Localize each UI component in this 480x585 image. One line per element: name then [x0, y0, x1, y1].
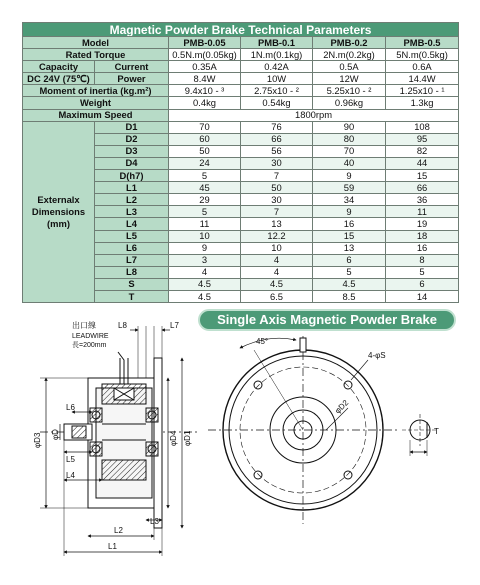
dimension-name: L1: [95, 182, 169, 194]
dimension-value: 4.5: [169, 278, 241, 290]
label-d4: φD4: [169, 430, 178, 446]
label-l6: L6: [66, 403, 75, 412]
inertia-4: 1.25x10 - ¹: [386, 85, 459, 97]
model-label: Model: [23, 37, 169, 49]
dimension-value: 16: [386, 242, 459, 254]
weight-2: 0.54kg: [241, 97, 313, 109]
dimension-value: 6.5: [241, 290, 313, 302]
dimension-value: 80: [313, 133, 386, 145]
dimension-name: L4: [95, 218, 169, 230]
weight-1: 0.4kg: [169, 97, 241, 109]
dimension-value: 5: [169, 170, 241, 182]
dimension-name: L3: [95, 206, 169, 218]
dimension-value: 56: [241, 145, 313, 157]
dimension-value: 7: [241, 206, 313, 218]
inertia-2: 2.75x10 - ²: [241, 85, 313, 97]
dimension-value: 70: [313, 145, 386, 157]
dimension-value: 14: [386, 290, 459, 302]
dimension-name: D1: [95, 121, 169, 133]
label-t: T: [434, 427, 439, 436]
dimension-value: 108: [386, 121, 459, 133]
model-1: PMB-0.05: [169, 37, 241, 49]
dimension-name: L2: [95, 194, 169, 206]
dimension-value: 12.2: [241, 230, 313, 242]
product-banner: Single Axis Magnetic Powder Brake: [198, 309, 456, 331]
dimension-value: 4.5: [313, 278, 386, 290]
front-view: [208, 336, 398, 524]
dimension-value: 5: [386, 266, 459, 278]
label-holes: 4-φS: [368, 351, 386, 360]
current-4: 0.6A: [386, 61, 459, 73]
dimension-value: 7: [241, 170, 313, 182]
label-d2: φD2: [333, 398, 351, 416]
dimension-value: 8.5: [313, 290, 386, 302]
capacity-voltage-label: DC 24V (75℃): [23, 73, 95, 85]
dimension-name: L6: [95, 242, 169, 254]
dimension-value: 13: [313, 242, 386, 254]
rated-torque-3: 2N.m(0.2kg): [313, 49, 386, 61]
dimension-name: L7: [95, 254, 169, 266]
shaft-detail: [402, 414, 438, 456]
rated-torque-label: Rated Torque: [23, 49, 169, 61]
dims-label-line: Dimensions: [31, 205, 86, 217]
rated-torque-2: 1N.m(0.1kg): [241, 49, 313, 61]
current-2: 0.42A: [241, 61, 313, 73]
dimension-value: 29: [169, 194, 241, 206]
dimension-value: 36: [386, 194, 459, 206]
dimension-value: 4.5: [169, 290, 241, 302]
dimension-name: D(h7): [95, 170, 169, 182]
dimension-name: S: [95, 278, 169, 290]
dimension-value: 13: [241, 218, 313, 230]
dimension-value: 50: [241, 182, 313, 194]
dimension-value: 6: [386, 278, 459, 290]
dimension-value: 60: [169, 133, 241, 145]
dimension-value: 15: [313, 230, 386, 242]
dimension-value: 5: [169, 206, 241, 218]
power-label: Power: [95, 73, 169, 85]
power-4: 14.4W: [386, 73, 459, 85]
dimension-name: D4: [95, 157, 169, 169]
model-2: PMB-0.1: [241, 37, 313, 49]
max-speed-label: Maximum Speed: [23, 109, 169, 121]
dimension-value: 10: [241, 242, 313, 254]
dimension-name: T: [95, 290, 169, 302]
label-d3: φD3: [33, 432, 42, 448]
dimension-value: 9: [313, 206, 386, 218]
label-l8: L8: [118, 321, 127, 330]
label-l3: L3: [150, 517, 159, 526]
inertia-3: 5.25x10 - ²: [313, 85, 386, 97]
capacity-label: Capacity: [23, 61, 95, 73]
leadwire-length: 長=200mm: [72, 342, 107, 349]
rated-torque-4: 5N.m(0.5kg): [386, 49, 459, 61]
dimension-value: 18: [386, 230, 459, 242]
dimension-name: D2: [95, 133, 169, 145]
dimension-value: 5: [313, 266, 386, 278]
label-angle: 45°: [256, 337, 269, 346]
model-4: PMB-0.5: [386, 37, 459, 49]
inertia-1: 9.4x10 - ³: [169, 85, 241, 97]
dimension-value: 16: [313, 218, 386, 230]
dimension-value: 59: [313, 182, 386, 194]
power-3: 12W: [313, 73, 386, 85]
label-l2: L2: [114, 526, 123, 535]
dimension-value: 24: [169, 157, 241, 169]
dimension-value: 15: [386, 170, 459, 182]
label-d1: φD1: [183, 430, 192, 446]
table-title: Magnetic Powder Brake Technical Parameters: [23, 23, 459, 37]
dimension-value: 4: [241, 254, 313, 266]
dimension-value: 4: [169, 266, 241, 278]
weight-4: 1.3kg: [386, 97, 459, 109]
label-l4: L4: [66, 471, 75, 480]
label-l5: L5: [66, 455, 75, 464]
dimension-value: 34: [313, 194, 386, 206]
dimension-value: 9: [313, 170, 386, 182]
dimension-name: L5: [95, 230, 169, 242]
dimension-value: 90: [313, 121, 386, 133]
dimension-name: L8: [95, 266, 169, 278]
model-3: PMB-0.2: [313, 37, 386, 49]
dimension-value: 6: [313, 254, 386, 266]
dimension-value: 70: [169, 121, 241, 133]
dimension-value: 4: [241, 266, 313, 278]
dimension-value: 30: [241, 194, 313, 206]
dimension-value: 44: [386, 157, 459, 169]
dimension-value: 11: [386, 206, 459, 218]
dimension-value: 40: [313, 157, 386, 169]
leadwire-cn: 出口線: [72, 321, 96, 330]
dimension-value: 76: [241, 121, 313, 133]
power-1: 8.4W: [169, 73, 241, 85]
current-3: 0.5A: [313, 61, 386, 73]
dimension-value: 95: [386, 133, 459, 145]
current-label: Current: [95, 61, 169, 73]
dimension-value: 30: [241, 157, 313, 169]
dimension-value: 82: [386, 145, 459, 157]
max-speed-value: 1800rpm: [169, 109, 459, 121]
dimension-value: 19: [386, 218, 459, 230]
label-d: φD: [51, 429, 60, 440]
weight-3: 0.96kg: [313, 97, 386, 109]
dimension-value: 45: [169, 182, 241, 194]
current-1: 0.35A: [169, 61, 241, 73]
dimension-value: 4.5: [241, 278, 313, 290]
power-2: 10W: [241, 73, 313, 85]
dimension-value: 66: [241, 133, 313, 145]
leadwire-en: LEADWIRE: [72, 333, 109, 340]
dimension-value: 50: [169, 145, 241, 157]
dimension-value: 9: [169, 242, 241, 254]
dims-label-line: (mm): [47, 217, 70, 229]
dimension-value: 10: [169, 230, 241, 242]
label-l7: L7: [170, 321, 179, 330]
dimension-value: 11: [169, 218, 241, 230]
inertia-label: Moment of inertia (kg.m²): [23, 85, 169, 97]
dims-label-line: Externalx: [37, 193, 80, 205]
dimension-value: 3: [169, 254, 241, 266]
label-l1: L1: [108, 542, 117, 551]
dimension-name: D3: [95, 145, 169, 157]
dimension-value: 66: [386, 182, 459, 194]
weight-label: Weight: [23, 97, 169, 109]
dimension-value: 8: [386, 254, 459, 266]
rated-torque-1: 0.5N.m(0.05kg): [169, 49, 241, 61]
